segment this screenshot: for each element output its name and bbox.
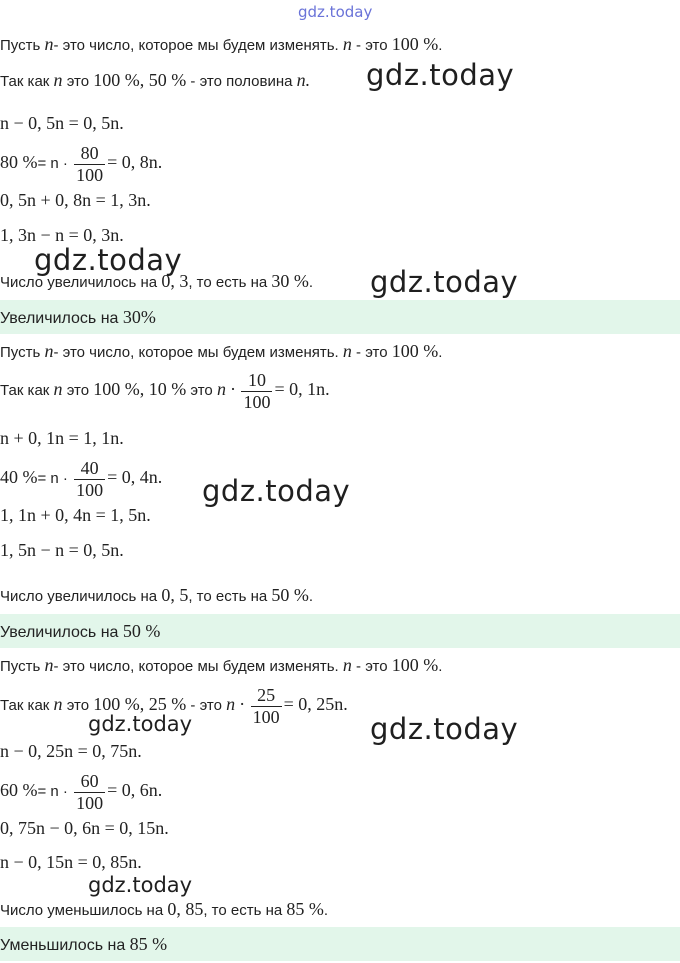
reason-line-2: Так как n это 100 %, 10 % это n · $\frac{10}{100}$ = 0, 1n. <box>0 369 330 412</box>
equation: 1, 1n + 0, 4n = 1, 5n. <box>0 505 151 525</box>
equation: n − 0, 25n = 0, 75n. <box>0 741 142 761</box>
watermark: gdz.today <box>34 243 183 277</box>
equation-fraction: 40 %= n · $\frac{40}{100}$ = 0, 4n. <box>0 457 163 500</box>
answer-banner: Увеличилось на 50 % <box>0 614 680 648</box>
watermark-top: gdz.today <box>298 3 373 21</box>
answer-banner: Уменьшилось на 85 % <box>0 927 680 961</box>
intro-line-2: Пусть n- это число, которое мы будем изменять. n - это 100 %. <box>0 341 443 361</box>
conclusion-line: Число увеличилось на 0, 3, то есть на 30 %. <box>0 271 314 291</box>
watermark: gdz.today <box>370 712 519 746</box>
intro-line-1: Пусть n- это число, которое мы будем изменять. n - это 100 %. <box>0 34 443 54</box>
conclusion-line: Число уменьшилось на 0, 85, то есть на 85 %. <box>0 899 329 919</box>
conclusion-line: Число увеличилось на 0, 5, то есть на 50 %. <box>0 585 314 605</box>
watermark: gdz.today <box>202 474 351 508</box>
reason-line-3: Так как n это 100 %, 25 % - это n · $\frac{25}{100}$ = 0, 25n. <box>0 684 348 727</box>
equation: 0, 5n + 0, 8n = 1, 3n. <box>0 190 151 210</box>
watermark: gdz.today <box>370 265 519 299</box>
equation: n + 0, 1n = 1, 1n. <box>0 428 124 448</box>
answer-banner: Увеличилось на 30% <box>0 300 680 334</box>
reason-line-1: Так как n это 100 %, 50 % - это половина n. <box>0 70 311 90</box>
equation-fraction: 60 %= n · $\frac{60}{100}$ = 0, 6n. <box>0 770 163 813</box>
equation: 1, 3n − n = 0, 3n. <box>0 225 124 245</box>
equation: 1, 5n − n = 0, 5n. <box>0 540 124 560</box>
equation: n − 0, 15n = 0, 85n. <box>0 852 142 872</box>
equation: n − 0, 5n = 0, 5n. <box>0 113 124 133</box>
watermark: gdz.today <box>88 712 193 736</box>
watermark: gdz.today <box>366 58 515 92</box>
equation-fraction: 80 %= n · $\frac{80}{100}$ = 0, 8n. <box>0 142 163 185</box>
watermark: gdz.today <box>88 873 193 897</box>
intro-line-3: Пусть n- это число, которое мы будем изменять. n - это 100 %. <box>0 655 443 675</box>
equation: 0, 75n − 0, 6n = 0, 15n. <box>0 818 169 838</box>
